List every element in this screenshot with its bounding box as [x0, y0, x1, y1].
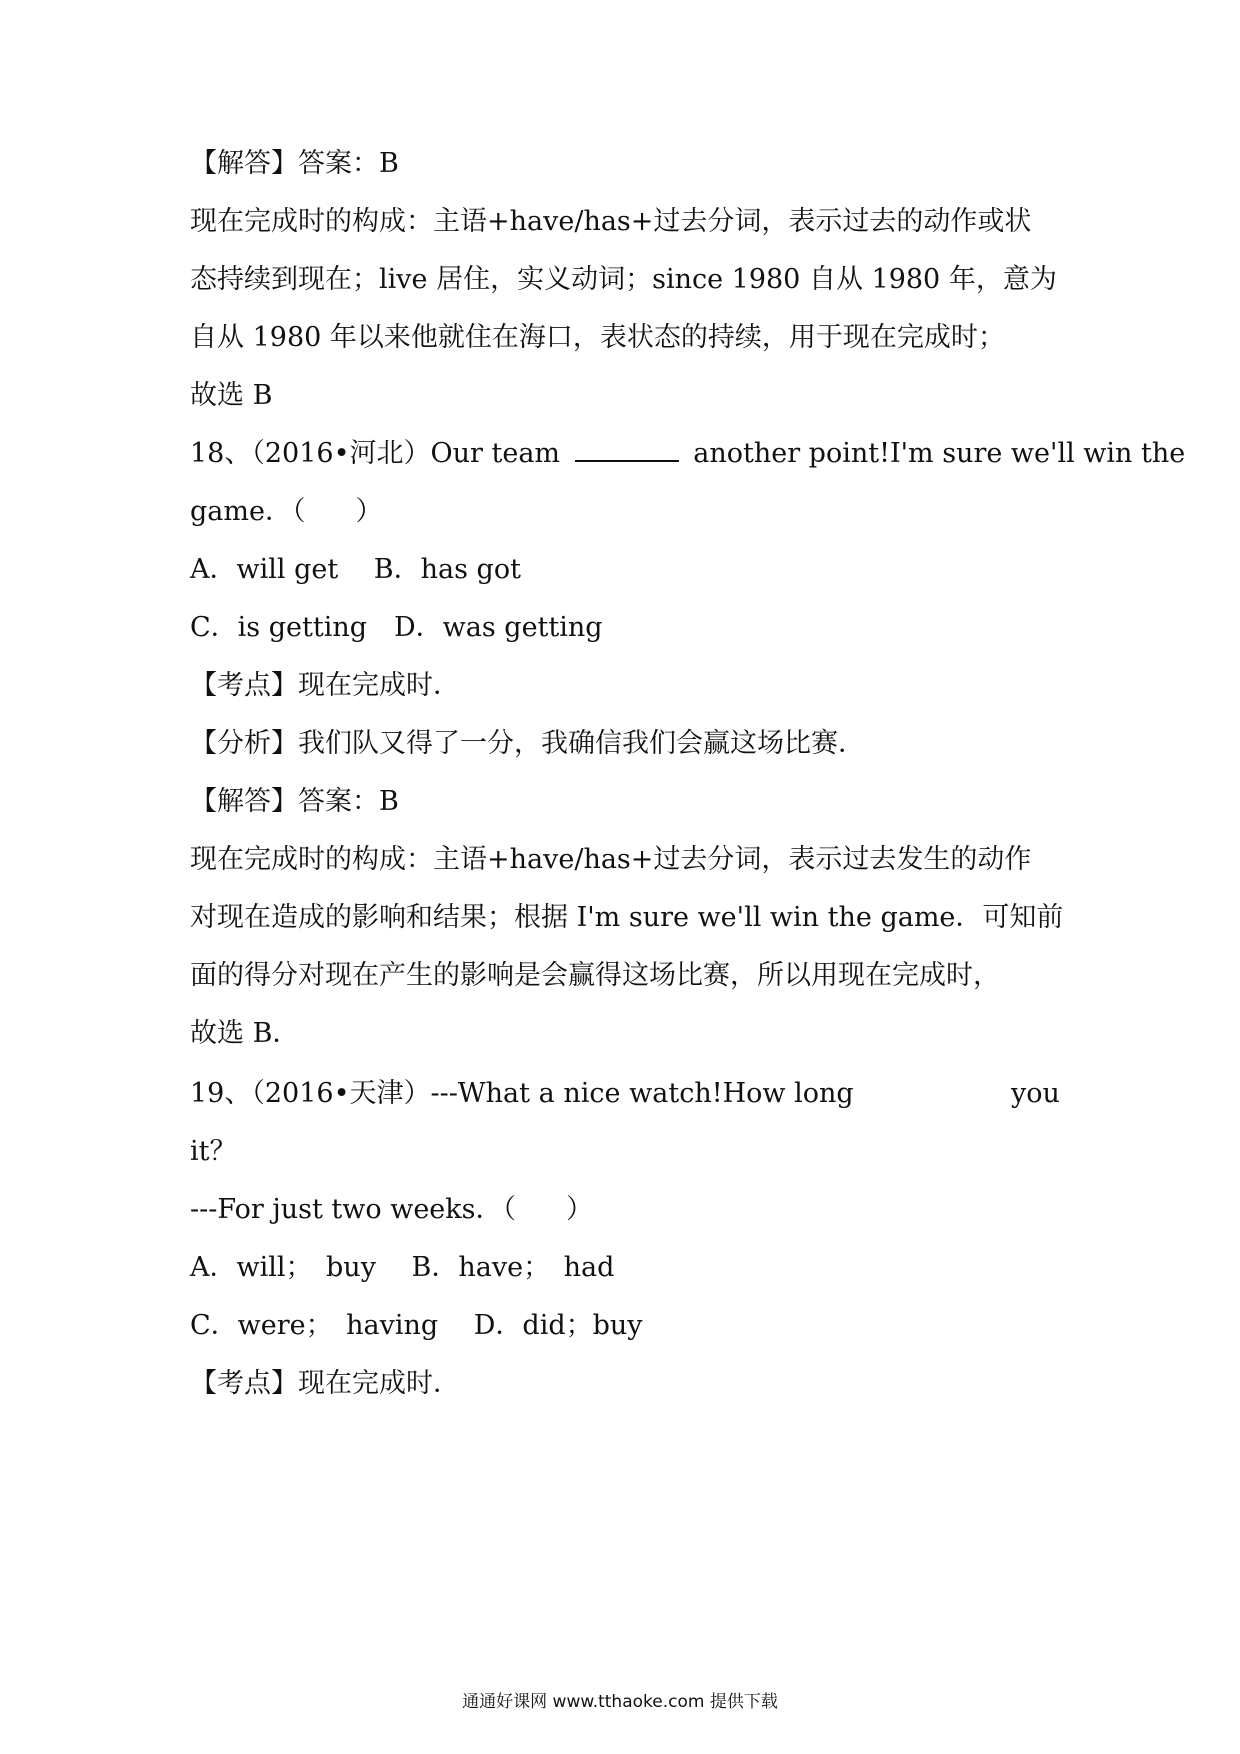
explanation-18-line-1: 现在完成时的构成：主语+have/has+过去分词，表示过去发生的动作 [190, 844, 1032, 875]
question-18-paren-close: ） [355, 496, 383, 527]
question-19-word-5: long [794, 1078, 854, 1109]
explanation-18-line-2: 对现在造成的影响和结果；根据 I'm sure we'll win the game．可知前 [190, 902, 1064, 933]
explanation-18-line-3: 面的得分对现在产生的影响是会赢得这场比赛，所以用现在完成时， [190, 960, 1000, 991]
explanation-17-line-2: 态持续到现在；live 居住，实义动词；since 1980 自从 1980 年，意为 [190, 264, 1057, 295]
question-19-topic: 【考点】现在完成时． [190, 1368, 460, 1399]
question-19-reply-text: ---For just two weeks．（ [190, 1194, 517, 1225]
question-19-word-3: nice [563, 1078, 621, 1109]
question-18-stem-start: 18、（2016•河北）Our team [190, 438, 561, 469]
question-18-options-cd: C．is getting D．was getting [190, 612, 603, 643]
question-18-stem-end: another point!I'm sure we'll win the [693, 438, 1186, 469]
question-19-paren-close: ） [566, 1194, 594, 1225]
question-19-stem-continued: it？ [190, 1136, 237, 1167]
question-18-stem-continued [190, 494, 1060, 530]
explanation-18-line-4: 故选 B． [190, 1018, 300, 1049]
question-18-options-ab: A．will get B．has got [190, 554, 521, 585]
explanation-17-line-3: 自从 1980 年以来他就住在海口，表状态的持续，用于现在完成时； [190, 322, 1005, 353]
question-19-options-cd: C．were； having D．did；buy [190, 1310, 643, 1341]
explanation-17-line-4: 故选 B [190, 380, 273, 411]
page-footer: 通通好课网 www.tthaoke.com 提供下载 [462, 1692, 778, 1712]
question-19-word-6: you [1011, 1078, 1060, 1109]
question-18-analysis: 【分析】我们队又得了一分，我确信我们会赢这场比赛． [190, 728, 865, 759]
explanation-17-line-1: 现在完成时的构成：主语+have/has+过去分词，表示过去的动作或状 [190, 206, 1032, 237]
question-18-blank [575, 436, 679, 462]
question-19-word-1: 19、（2016•天津）---What [190, 1078, 530, 1109]
question-19-word-4: watch!How [629, 1078, 786, 1109]
question-18-answer: 【解答】答案：B [190, 786, 399, 817]
answer-17: 【解答】答案：B [190, 148, 399, 179]
question-18-stem [190, 436, 1186, 472]
question-18-topic: 【考点】现在完成时． [190, 670, 460, 701]
question-19-stem [190, 1076, 1060, 1112]
question-19-reply [190, 1192, 1060, 1228]
question-18-game: game．（ [190, 496, 306, 527]
question-19-word-2: a [538, 1078, 555, 1109]
question-19-options-ab: A．will； buy B．have； had [190, 1252, 615, 1283]
question-19-blank-gap [862, 1076, 1002, 1112]
